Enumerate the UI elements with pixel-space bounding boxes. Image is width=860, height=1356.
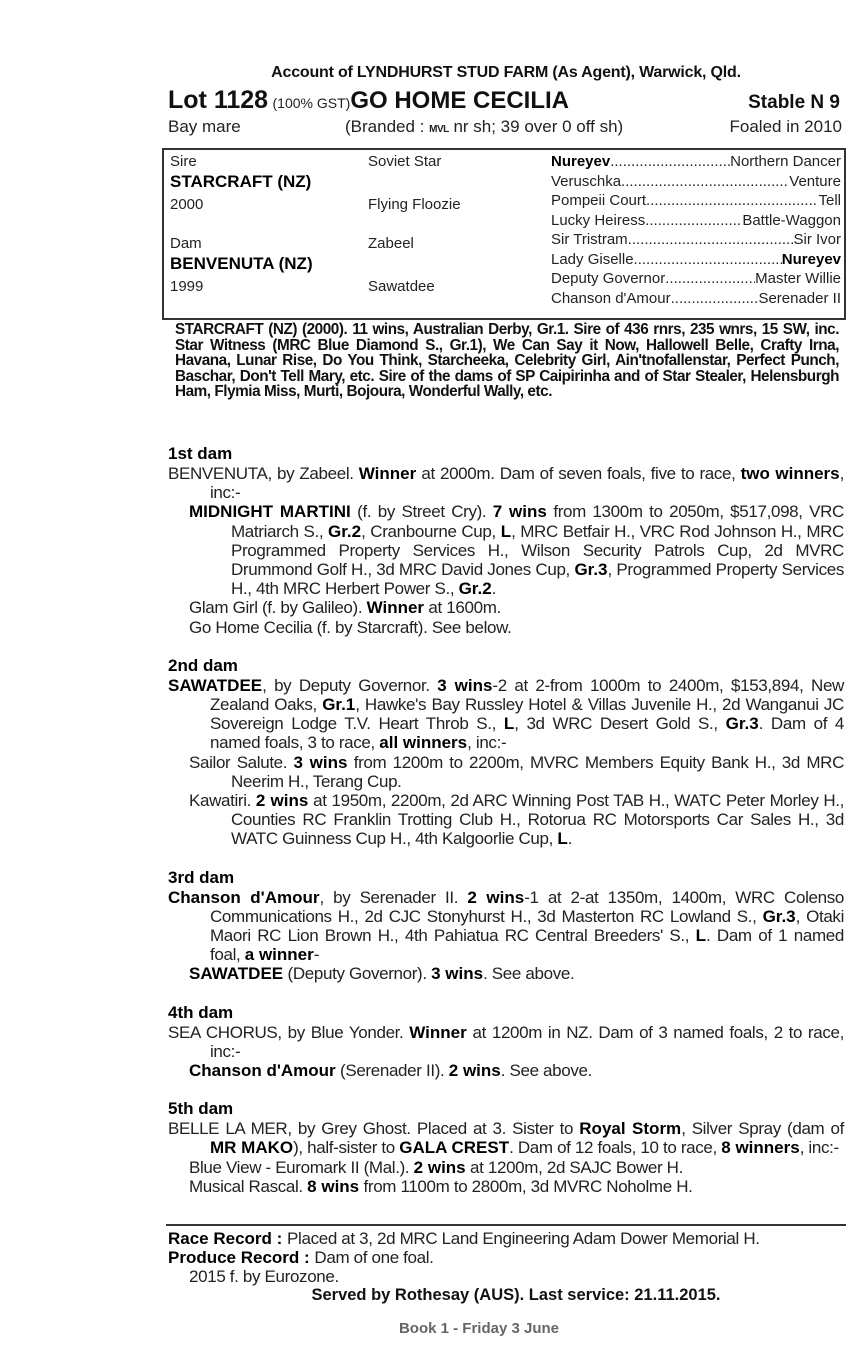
lot-header	[168, 86, 846, 116]
granddam-paternal: Flying Floozie	[368, 196, 461, 213]
dot-leader	[671, 290, 759, 307]
sire-year: 2000	[170, 196, 204, 213]
divider	[166, 1224, 846, 1226]
dam-paragraph	[168, 464, 844, 502]
stable-location: Stable N 9	[748, 92, 840, 113]
dot-leader	[634, 251, 782, 268]
produce-record-text: Dam of one foal.	[314, 1248, 434, 1267]
progeny-paragraph	[168, 1158, 844, 1177]
bold-text: a winner	[244, 945, 314, 965]
great-grandparent-row	[551, 153, 841, 170]
bold-text: Winner	[358, 464, 417, 483]
progeny-paragraph	[168, 964, 844, 983]
text: (Serenader II).	[335, 1061, 449, 1081]
bold-text: two winners	[740, 464, 840, 483]
ancestor-name: Chanson d'Amour	[551, 289, 671, 307]
bold-text: L	[500, 521, 512, 541]
dot-leader	[665, 270, 755, 287]
text: SEA CHORUS, by Blue Yonder.	[168, 1022, 410, 1042]
progeny-paragraph	[168, 1177, 844, 1196]
gst-note: (100% GST)	[272, 95, 351, 111]
ancestor-name: Lucky Heiress	[551, 211, 646, 229]
text: from 1100m to 2800m, 3d MVRC Noholme H.	[359, 1176, 693, 1196]
text: at 1950m, 2200m, 2d ARC Winning Post TAB H., WATC Peter Morley H., Counties RC Franklin Trotting Club H., Rotorua RC Motorsports Car Sales H., 3d WATC Guinness Cup H., 4th Kalgoorlie Cup,	[231, 791, 844, 849]
brand-mark: MVL	[429, 124, 449, 135]
text: , Otaki Maori RC Lion Brown H., 4th Pahiatua RC Central Breeders' S.,	[210, 906, 844, 946]
dot-leader	[645, 212, 742, 229]
bold-text: 8 winners	[721, 1138, 800, 1158]
dam-heading: 5th dam	[168, 1099, 234, 1119]
dam-section	[168, 1099, 844, 1196]
progeny-paragraph	[168, 598, 844, 617]
progeny-paragraph	[168, 618, 844, 637]
colour-sex: Bay mare	[168, 117, 241, 136]
text: from 1300m to 2050m, $517,098, VRC Matriarch S.,	[231, 502, 844, 541]
bold-text: GALA CREST	[399, 1138, 510, 1158]
ancestor-sire: Nureyev	[781, 250, 841, 268]
bold-text: 7 wins	[492, 502, 547, 522]
dot-leader	[628, 231, 794, 248]
grandsire-maternal: Zabeel	[368, 235, 414, 252]
bold-text: MIDNIGHT MARTINI	[189, 502, 351, 522]
text: at 1600m.	[424, 598, 501, 618]
text: Blue View - Euromark II (Mal.).	[189, 1157, 414, 1177]
text: from 1200m to 2200m, MVRC Members Equity Bank H., 3d MRC Neerim H., Terang Cup.	[231, 752, 845, 791]
text: . Dam of 12 foals, 10 to race,	[509, 1138, 722, 1158]
text: , inc:-	[799, 1138, 839, 1158]
text: Sailor Salute.	[189, 752, 294, 772]
dam-section	[168, 656, 844, 849]
produce-record-label: Produce Record :	[168, 1248, 315, 1267]
bold-text: 3 wins	[431, 964, 484, 984]
race-record-label: Race Record :	[168, 1229, 288, 1248]
text: Musical Rascal.	[189, 1176, 308, 1196]
horse-name: GO HOME CECILIA	[350, 87, 569, 114]
bold-text: Gr.2	[458, 579, 492, 599]
text: .	[567, 829, 573, 849]
text: . See above.	[483, 964, 575, 984]
text: -	[313, 945, 320, 965]
race-record	[168, 1229, 848, 1248]
progeny-paragraph	[168, 791, 844, 849]
dam-label: Dam	[170, 235, 202, 252]
progeny-paragraph	[168, 1061, 844, 1080]
great-grandparent-row	[551, 290, 841, 307]
sire-stats: STARCRAFT (NZ) (2000). 11 wins, Australian Derby, Gr.1. Sire of 436 rnrs, 235 wnrs, 15 SW, inc. Star Witness (MRC Blue Diamond S., Gr.1), We Can Say it Now, Hallowell Belle, Crafty Irna, Havana, Lunar Rise, Do You Think, Starcheeka, Celebrity Girl, Ain'tnofallenstar, Perfect Punch, Baschar, Don't Tell Mary, etc. Sire of the dams of SP Caipirinha and of Star Stealer, Helensburgh Ham, Flymia Miss, Murti, Bojoura, Wonderful Wally, etc.	[175, 321, 839, 401]
ancestor-sire: Sir Ivor	[793, 231, 841, 248]
text: , Hawke's Bay Russley Hotel & Villas Juvenile H., 2d Wanganui JC Sovereign Lodge T.V. Heart Throb S.,	[210, 695, 844, 734]
sire-label: Sire	[170, 153, 197, 170]
text: Go Home Cecilia (f. by Starcraft). See below.	[189, 617, 512, 637]
bold-text: 2 wins	[467, 887, 525, 907]
pedigree-table	[162, 148, 846, 320]
bold-text: SAWATDEE	[168, 675, 263, 695]
text: (Deputy Governor).	[283, 964, 432, 984]
text: , by Serenader II.	[319, 887, 468, 907]
bold-text: 2 wins	[448, 1061, 501, 1081]
dam-paragraph	[168, 1119, 844, 1157]
horse-details	[168, 117, 842, 137]
bold-text: Chanson d'Amour	[189, 1061, 336, 1081]
dam-section	[168, 444, 844, 637]
bold-text: all winners	[379, 733, 468, 753]
text: , inc:-	[210, 464, 845, 503]
produce-foal: 2015 f. by Eurozone.	[189, 1267, 339, 1286]
bold-text: Gr.3	[725, 714, 759, 734]
text: -1 at 2-at 1350m, 1400m, WRC Colenso Communications H., 2d CJC Stonyhurst H., 3d Masterton RC Lowland S.,	[210, 887, 844, 926]
dam-heading: 2nd dam	[168, 655, 238, 675]
great-grandparent-row	[551, 231, 841, 248]
ancestor-name: Veruschka	[551, 172, 622, 190]
bold-text: 8 wins	[307, 1176, 360, 1196]
text: , by Deputy Governor.	[262, 675, 438, 695]
text: (f. by Street Cry).	[350, 502, 493, 522]
dam-heading: 1st dam	[168, 444, 233, 463]
ancestor-name: Lady Giselle	[551, 250, 634, 268]
bold-text: 3 wins	[293, 752, 348, 772]
ancestor-name: Sir Tristram	[551, 231, 628, 248]
grandsire-paternal: Soviet Star	[368, 153, 442, 170]
granddam-maternal: Sawatdee	[368, 278, 435, 295]
text: , inc:-	[467, 733, 507, 753]
service-note: Served by Rothesay (AUS). Last service: 21.11.2015.	[311, 1286, 721, 1304]
records	[168, 1229, 848, 1286]
ancestor-name: Pompeii Court	[551, 192, 647, 209]
text: at 2000m. Dam of seven foals, five to race,	[416, 464, 741, 483]
ancestor-name: Nureyev	[551, 153, 611, 170]
race-record-text: Placed at 3, 2d MRC Land Engineering Adam Dower Memorial H.	[287, 1229, 760, 1248]
ancestor-sire: Northern Dancer	[730, 153, 841, 170]
lot-number: Lot 1128	[168, 86, 269, 114]
text: BENVENUTA, by Zabeel.	[168, 464, 359, 483]
bold-text: 3 wins	[437, 675, 493, 695]
text: . Dam of 1 named foal,	[210, 926, 844, 965]
ancestor-sire: Venture	[789, 172, 841, 190]
ancestor-sire: Master Willie	[755, 270, 841, 287]
bold-text: Gr.1	[322, 695, 356, 715]
text: ), half-sister to	[293, 1138, 400, 1158]
dam-heading: 3rd dam	[168, 867, 235, 887]
text: at 1200m, 2d SAJC Bower H.	[465, 1157, 683, 1177]
ancestor-name: Deputy Governor	[551, 270, 666, 287]
bold-text: L	[695, 926, 707, 946]
text: . Dam of 4 named foals, 3 to race,	[210, 714, 845, 753]
bold-text: Winner	[409, 1022, 467, 1042]
text: .	[491, 579, 497, 599]
text: Glam Girl (f. by Galileo).	[189, 598, 367, 618]
great-grandparent-row	[551, 173, 841, 190]
bold-text: MR MAKO	[210, 1138, 294, 1158]
text: Kawatiri.	[189, 791, 256, 811]
ancestor-sire: Tell	[818, 192, 841, 209]
produce-record	[168, 1248, 848, 1267]
bold-text: Gr.3	[574, 560, 608, 580]
bold-text: SAWATDEE	[189, 964, 284, 984]
bold-text: 2 wins	[413, 1157, 466, 1177]
dam-paragraph	[168, 888, 844, 965]
text: -2 at 2-from 1000m to 2400m, $153,894, New Zealand Oaks,	[210, 675, 844, 715]
great-grandparent-row	[551, 192, 841, 209]
dot-leader	[646, 192, 818, 209]
bold-text: Winner	[366, 598, 425, 618]
dam-paragraph	[168, 676, 844, 753]
great-grandparent-row	[551, 270, 841, 287]
progeny-paragraph	[168, 502, 844, 598]
dam-year: 1999	[170, 278, 204, 295]
bold-text: Royal Storm	[579, 1119, 682, 1139]
great-grandparent-row	[551, 212, 841, 229]
dam-paragraph	[168, 1023, 844, 1061]
brand-prefix: (Branded :	[345, 117, 430, 136]
text: , Programmed Property Services H., 4th MRC Herbert Power S.,	[231, 560, 844, 599]
bold-text: L	[503, 714, 515, 734]
bold-text: Gr.2	[328, 521, 362, 541]
bold-text: Chanson d'Amour	[168, 887, 320, 907]
dam-section	[168, 868, 844, 984]
text: , Cranbourne Cup,	[361, 521, 501, 541]
bold-text: 2 wins	[255, 791, 309, 811]
dam-heading: 4th dam	[168, 1002, 234, 1022]
vendor-account: Account of LYNDHURST STUD FARM (As Agent), Warwick, Qld.	[271, 64, 741, 81]
text: . See above.	[500, 1061, 592, 1081]
text: , MRC Betfair H., VRC Rod Johnson H., MRC Programmed Property Services H., Wilson Security Patrols Cup, 2d MVRC Drummond Golf H., 3d MRC David Jones Cup,	[231, 521, 844, 580]
brand-suffix: nr sh; 39 over 0 off sh)	[448, 117, 624, 136]
progeny-paragraph	[168, 753, 844, 791]
brand-info	[345, 117, 623, 137]
dot-leader	[621, 173, 789, 190]
dam-name: BENVENUTA (NZ)	[170, 254, 313, 273]
bold-text: L	[557, 829, 568, 849]
bold-text: Gr.3	[762, 906, 796, 926]
foaled-year: Foaled in 2010	[729, 117, 842, 136]
dam-section	[168, 1003, 844, 1081]
sire-name: STARCRAFT (NZ)	[170, 172, 312, 191]
text: BELLE LA MER, by Grey Ghost. Placed at 3. Sister to	[168, 1119, 580, 1139]
text: at 1200m in NZ. Dam of 3 named foals, 2 to race, inc:-	[210, 1022, 844, 1061]
text: , 3d WRC Desert Gold S.,	[514, 714, 726, 734]
ancestor-sire: Battle-Waggon	[742, 211, 841, 229]
ancestor-sire: Serenader II	[758, 289, 841, 307]
female-family	[168, 444, 844, 1215]
dot-leader	[610, 153, 730, 170]
great-grandparent-row	[551, 251, 841, 268]
text: , Silver Spray (dam of	[681, 1119, 844, 1139]
page-footer: Book 1 - Friday 3 June	[398, 1320, 560, 1337]
